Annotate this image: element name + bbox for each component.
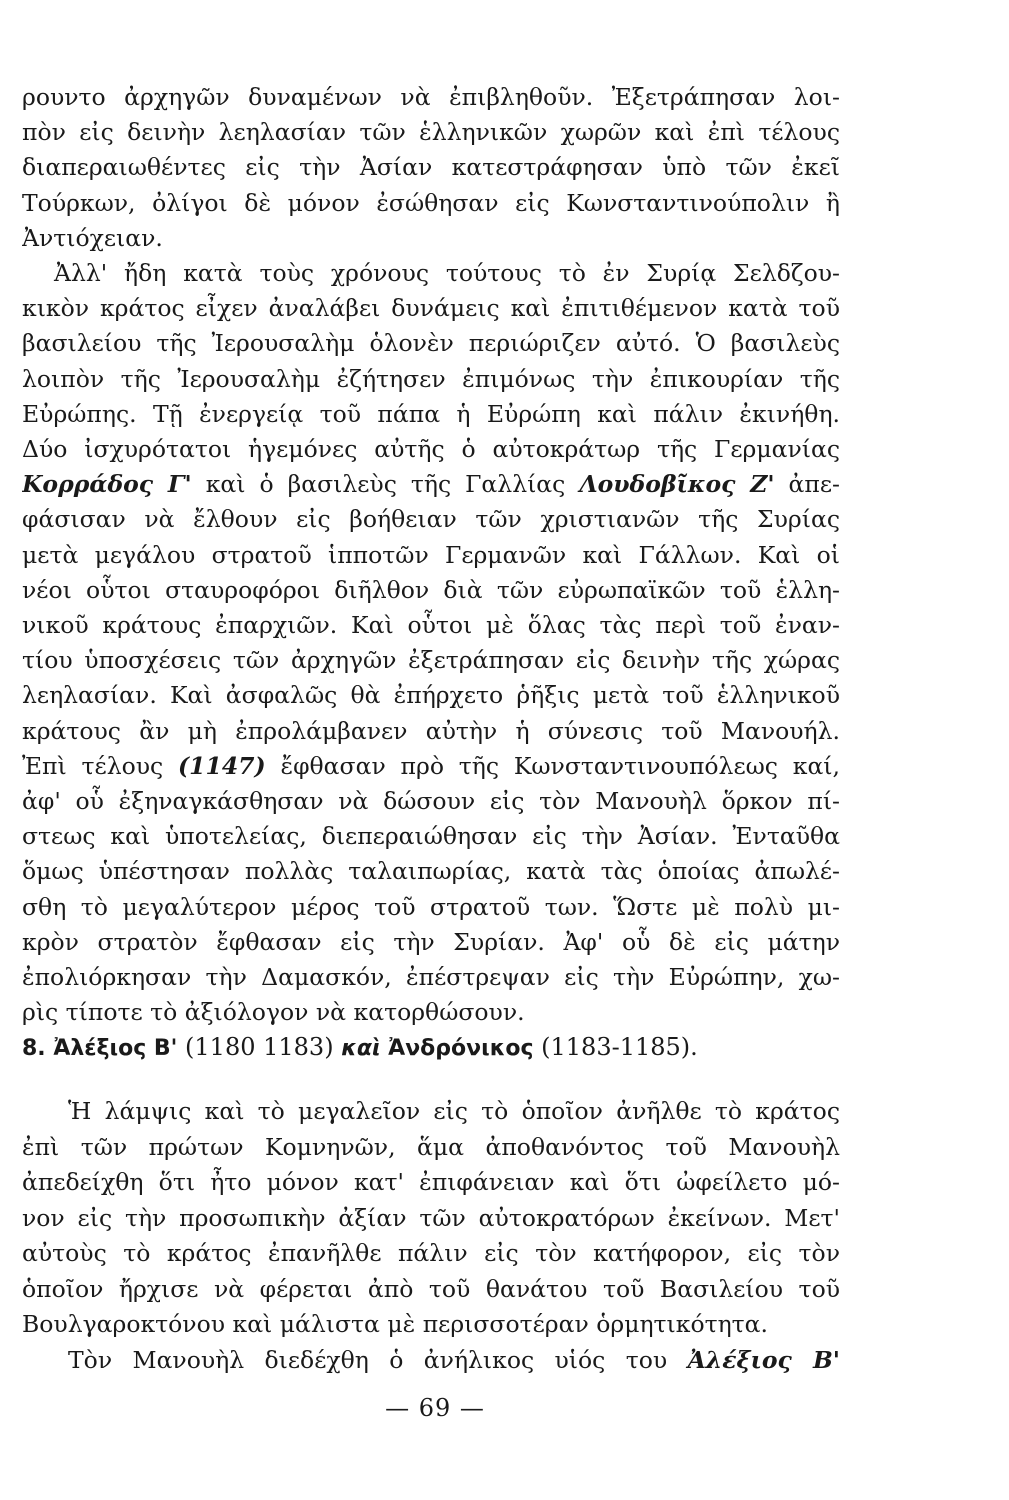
- text-line: Ἡ λάμψις καὶ τὸ μεγαλεῖον εἰς τὸ ὁποῖον ἀνῆλθε τὸ κράτος: [68, 1097, 840, 1125]
- text-line: κικὸν κράτος εἶχεν ἀναλάβει δυνάμεις καὶ ἐπιτιθέμενον κατὰ τοῦ: [22, 294, 840, 323]
- section-years-alexios: (1180 1183): [185, 1033, 334, 1061]
- text-line: μετὰ μεγάλου στρατοῦ ἱπποτῶν Γερμανῶν καὶ Γάλλων. Καὶ οἱ: [22, 540, 840, 569]
- text-line: ἀπεδείχθη ὅτι ἦτο μόνον κατ' ἐπιφάνειαν καὶ ὅτι ὠφείλετο μό-: [22, 1168, 840, 1196]
- text-line: Βουλγαροκτόνου καὶ μάλιστα μὲ περισσοτέραν ὁρμητικότητα.: [22, 1310, 769, 1338]
- text-line: ἐπὶ τῶν πρώτων Κομνηνῶν, ἅμα ἀποθανόντος τοῦ Μανουὴλ: [22, 1132, 840, 1161]
- text-line: πὸν εἰς δεινὴν λεηλασίαν τῶν ἑλληνικῶν χωρῶν καὶ ἐπὶ τέλους: [22, 118, 840, 147]
- text-line: [22, 749, 840, 784]
- text-line: Δύο ἰσχυρότατοι ἡγεμόνες αὐτῆς ὁ αὐτοκράτωρ τῆς Γερμανίας: [22, 435, 840, 464]
- year-highlight: (1147): [178, 751, 266, 780]
- text-line: λοιπὸν τῆς Ἰερουσαλὴμ ἐζήτησεν ἐπιμόνως τὴν ἐπικουρίαν τῆς: [22, 364, 840, 393]
- king-name: Λουδοβῖκος Ζ': [579, 470, 775, 499]
- section-conjunction: καὶ: [341, 1036, 381, 1061]
- section-years-andronikos: (1183-1185).: [541, 1033, 698, 1061]
- text-line: βασιλείου τῆς Ἰερουσαλὴμ ὁλονὲν περιώριζεν αὐτό. Ὁ βασιλεὺς: [22, 329, 840, 358]
- text-line: κρὸν στρατὸν ἔφθασαν εἰς τὴν Συρίαν. Ἀφ' οὗ δὲ εἰς μάτην: [22, 927, 840, 956]
- emperor-name: Κορράδος Γ': [22, 470, 192, 499]
- text-line: σθη τὸ μεγαλύτερον μέρος τοῦ στρατοῦ των. Ὥστε μὲ πολὺ μι-: [22, 892, 840, 921]
- text-line: Ἀλλ' ἤδη κατὰ τοὺς χρόνους τούτους τὸ ἐν Συρίᾳ Σελδζου-: [54, 259, 840, 288]
- text-line: Τούρκων, ὀλίγοι δὲ μόνον ἐσώθησαν εἰς Κωνσταντινούπολιν ἢ: [22, 188, 840, 217]
- paragraph-section-8: [22, 1094, 840, 1378]
- text-line: ἀφ' οὗ ἐξηναγκάσθησαν νὰ δώσουν εἰς τὸν Μανουὴλ ὅρκον πί-: [22, 787, 840, 816]
- text-line: κράτους ἂν μὴ ἐπρολάμβανεν αὐτὴν ἡ σύνεσις τοῦ Μανουήλ.: [22, 716, 840, 745]
- text-line: τίου ὑποσχέσεις τῶν ἀρχηγῶν ἐξετράπησαν εἰς δεινὴν τῆς χώρας: [22, 646, 840, 675]
- text-line: διαπεραιωθέντες εἰς τὴν Ἀσίαν κατεστράφησαν ὑπὸ τῶν ἐκεῖ: [22, 153, 840, 182]
- text-line: ὁποῖον ἤρχισε νὰ φέρεται ἀπὸ τοῦ θανάτου τοῦ Βασιλείου τοῦ: [22, 1274, 840, 1303]
- emperor-name: Ἀλέξιος Β': [687, 1345, 840, 1374]
- text-line: αὐτοὺς τὸ κράτος ἐπανῆλθε πάλιν εἰς τὸν κατήφορον, εἰς τὸν: [22, 1239, 840, 1267]
- text-line: στεως καὶ ὑποτελείας, διεπεραιώθησαν εἰς τὴν Ἀσίαν. Ἐνταῦθα: [22, 822, 840, 851]
- paragraph-continuation: [22, 80, 840, 1030]
- text-fragment: Τὸν Μανουὴλ διεδέχθη ὁ ἀνήλικος υἱός του: [68, 1345, 688, 1374]
- text-fragment: ἀπε-: [774, 470, 840, 499]
- text-fragment: καὶ ὁ βασιλεὺς τῆς Γαλλίας: [191, 470, 580, 499]
- text-line: [22, 1343, 840, 1379]
- text-line: Ἀντιόχειαν.: [22, 223, 163, 252]
- text-line: λεηλασίαν. Καὶ ἀσφαλῶς θὰ ἐπήρχετο ῥῆξις μετὰ τοῦ ἑλληνικοῦ: [22, 681, 840, 710]
- text-line: ρουντο ἀρχηγῶν δυναμένων νὰ ἐπιβληθοῦν. Ἐξετράπησαν λοι-: [22, 83, 840, 111]
- text-fragment: Ἐπὶ τέλους: [22, 751, 178, 780]
- text-line: ρὶς τίποτε τὸ ἀξιόλογον νὰ κατορθώσουν.: [22, 998, 525, 1027]
- text-line: φάσισαν νὰ ἔλθουν εἰς βοήθειαν τῶν χριστιανῶν τῆς Συρίας: [22, 505, 840, 534]
- section-name-andronikos: Ἀνδρόνικος: [388, 1036, 534, 1061]
- text-fragment: ἔφθασαν πρὸ τῆς Κωνσταντινουπόλεως καί,: [265, 751, 840, 780]
- page-number: — 69 —: [385, 1394, 485, 1422]
- text-line: ἐπολιόρκησαν τὴν Δαμασκόν, ἐπέστρεψαν εἰς τὴν Εὐρώπην, χω-: [22, 963, 840, 992]
- text-line: νον εἰς τὴν προσωπικὴν ἀξίαν τῶν αὐτοκρατόρων ἐκείνων. Μετ': [22, 1203, 840, 1232]
- text-line: νικοῦ κράτους ἐπαρχιῶν. Καὶ οὗτοι μὲ ὅλας τὰς περὶ τοῦ ἐναν-: [22, 611, 840, 640]
- text-line: [22, 467, 840, 502]
- section-number: 8.: [22, 1036, 46, 1061]
- section-name-alexios: Ἀλέξιος Β': [53, 1036, 178, 1061]
- text-line: νέοι οὗτοι σταυροφόροι διῆλθον διὰ τῶν εὐρωπαϊκῶν τοῦ ἑλλη-: [22, 575, 840, 604]
- section-heading: [22, 1030, 840, 1066]
- text-line: ὅμως ὑπέστησαν πολλὰς ταλαιπωρίας, κατὰ τὰς ὁποίας ἀπωλέ-: [22, 857, 840, 886]
- text-line: Εὐρώπης. Τῇ ἐνεργείᾳ τοῦ πάπα ἡ Εὐρώπη καὶ πάλιν ἐκινήθη.: [22, 399, 840, 428]
